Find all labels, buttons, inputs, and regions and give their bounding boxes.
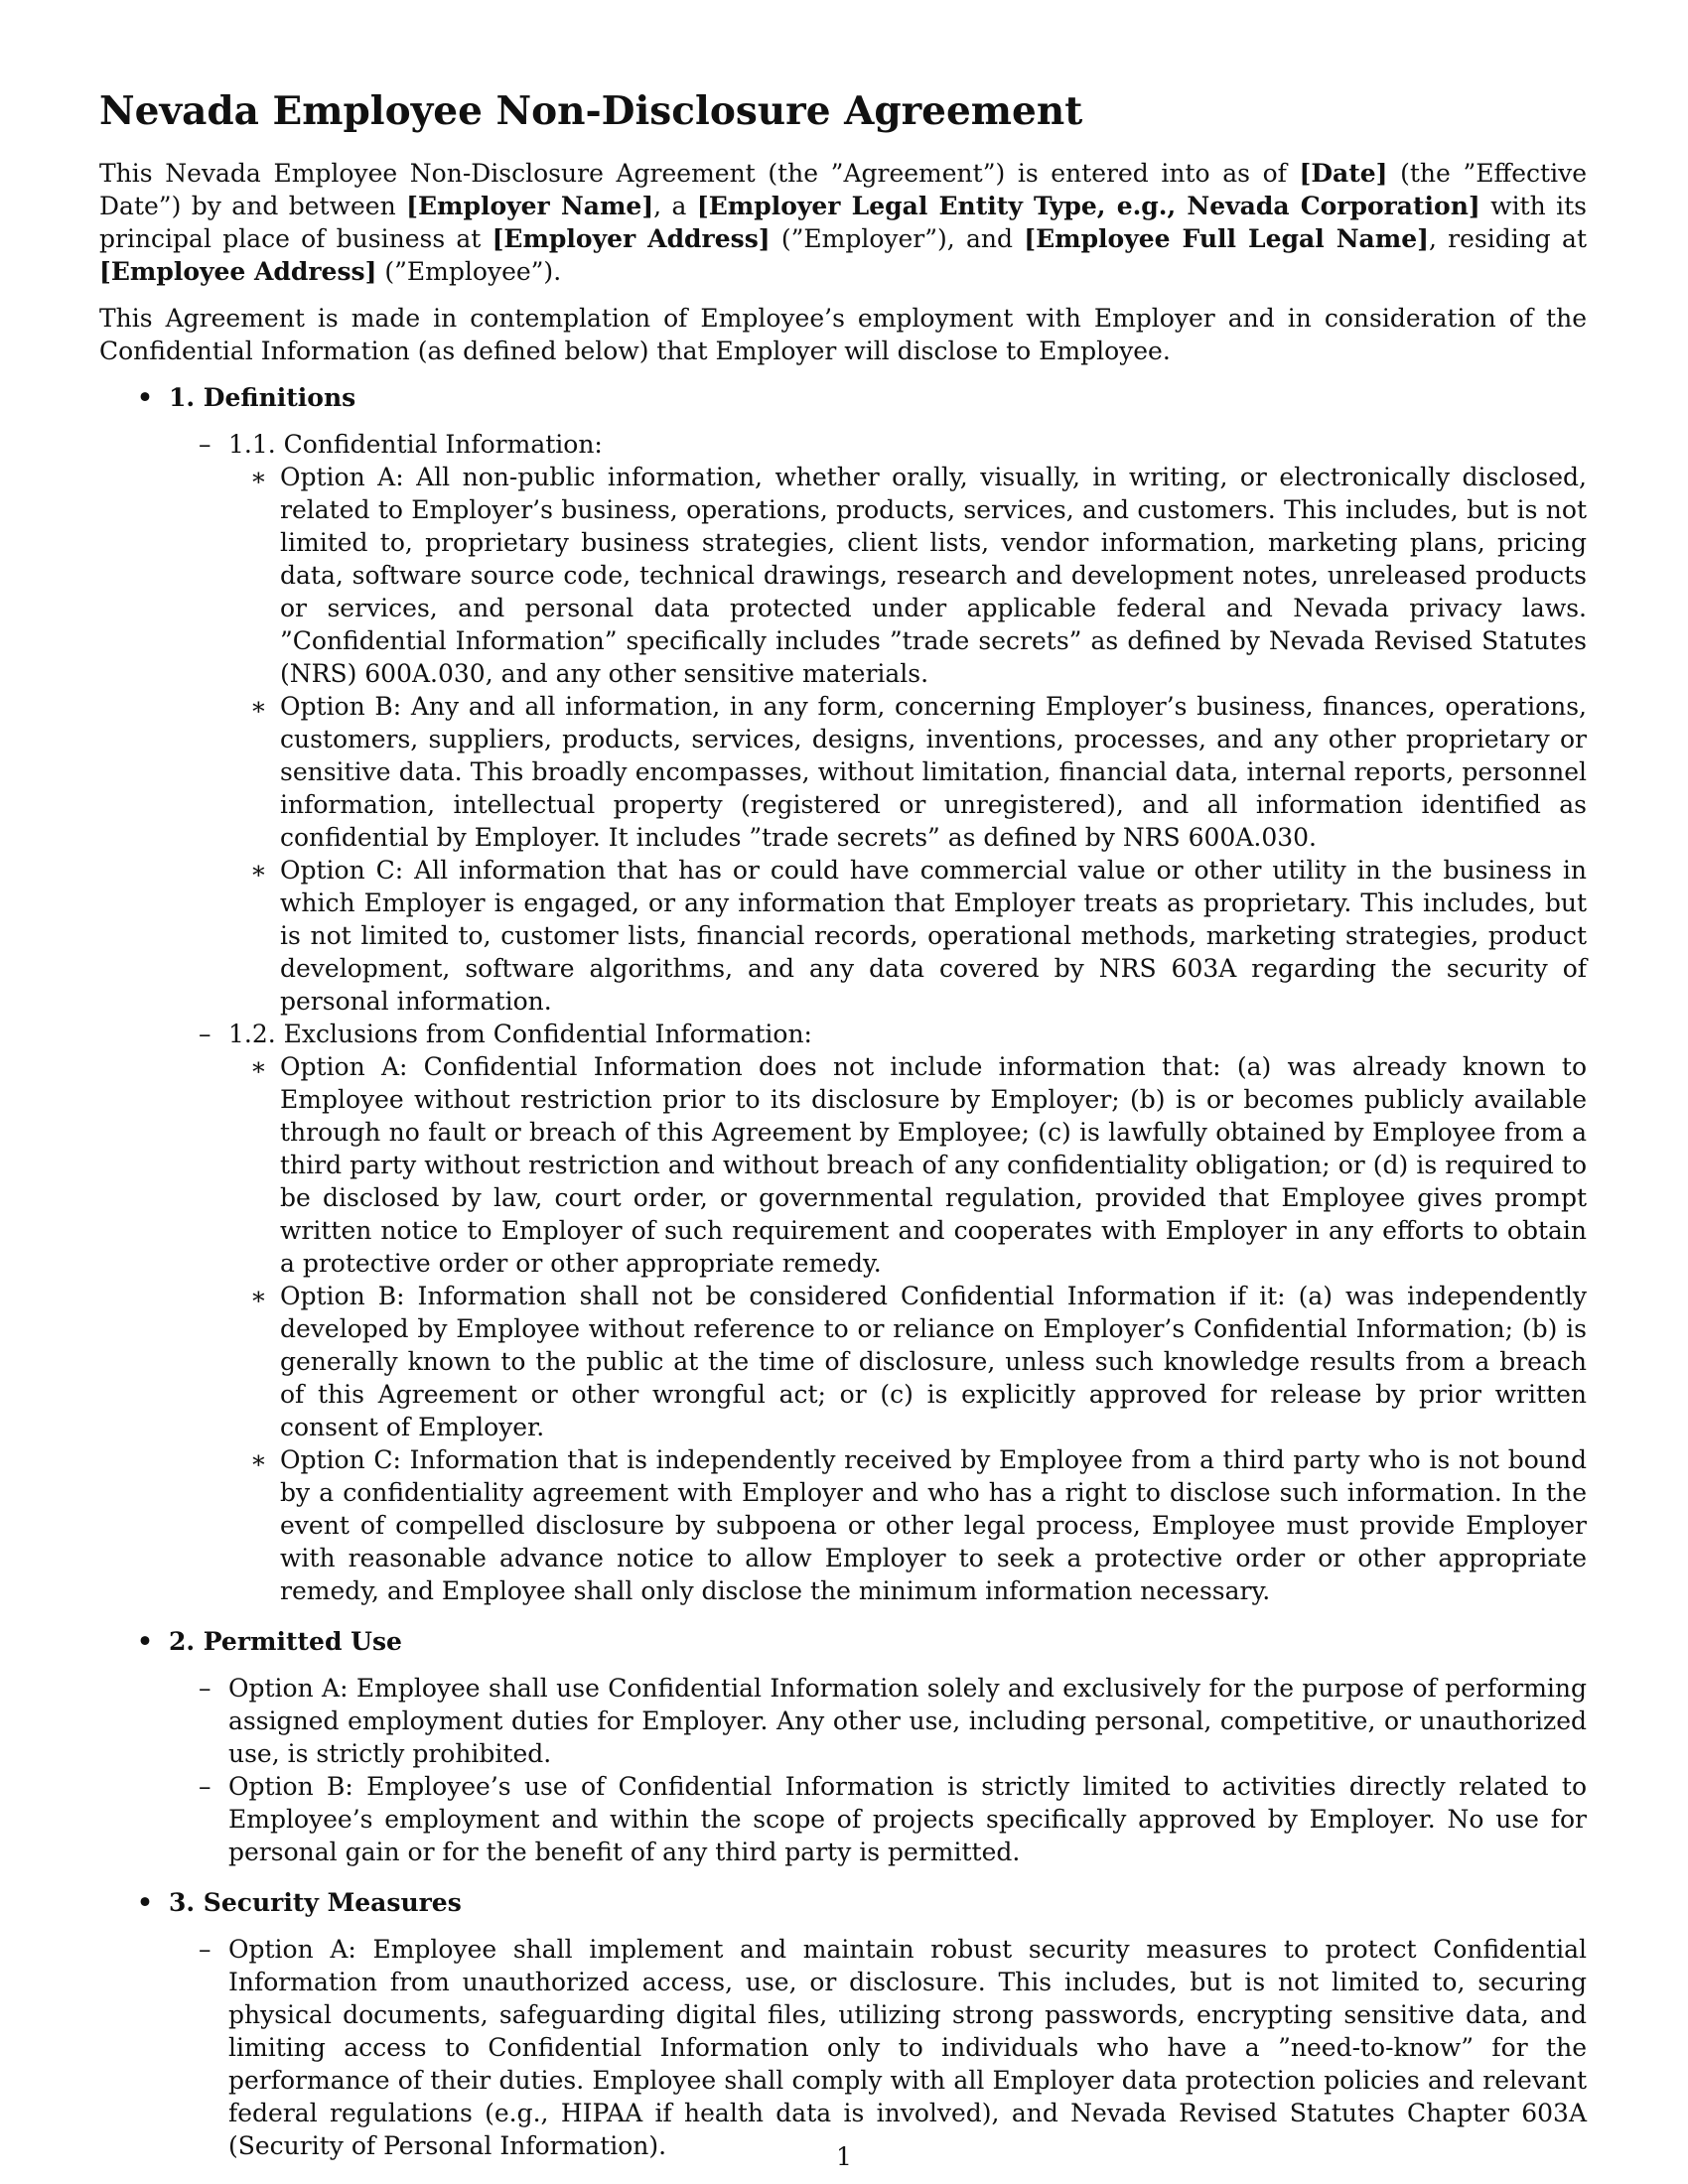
intro-text: (the ”Effective Date”) by and between xyxy=(99,159,1588,220)
dash-marker: – xyxy=(199,1020,211,1048)
option-item xyxy=(250,690,1587,854)
section-permitted-use xyxy=(99,1625,1587,1868)
option-text: Option A: Confidential Information does not include information that: (a) was already known to Employee without restriction prior to its disclosure by Employer; (b) is or becomes publicly available through no fault or breach of this Agreement by Employee; (c) is lawfully obtained by Employee from a third party without restriction and without breach of any confidentiality obligation; or (d) is required to be disclosed by law, court order, or governmental regulation, provided that Employee gives prompt written notice to Employer of such requirement and cooperates with Employer in any efforts to obtain a protective order or other appropriate remedy. xyxy=(280,1052,1587,1278)
option-item xyxy=(250,461,1587,690)
option-text: Option B: Employee’s use of Confidential Information is strictly limited to activities directly related to Employee’s employment and within the scope of projects specifically approved by Employer. No use for personal gain or for the benefit of any third party is permitted. xyxy=(228,1772,1587,1866)
star-marker: ∗ xyxy=(250,692,267,721)
entity-type-placeholder: [Employer Legal Entity Type, e.g., Nevada Corporation] xyxy=(696,192,1480,220)
option-text: Option A: All non-public information, whether orally, visually, in writing, or electronically disclosed, related to Employer’s business, operations, products, services, and customers. This includes, but is not limited to, proprietary business strategies, client lists, vendor information, marketing plans, pricing data, software source code, technical drawings, research and development notes, unreleased products or services, and personal data protected under applicable federal and Nevada privacy laws. ”Confidential Information” specifically includes ”trade secrets” as defined by Nevada Revised Statutes (NRS) 600A.030, and any other sensitive materials. xyxy=(280,463,1587,688)
option-item xyxy=(169,1770,1587,1868)
dash-marker: – xyxy=(199,1674,211,1703)
dash-marker: – xyxy=(199,430,211,459)
subsection-label: 1.2. Exclusions from Confidential Information: xyxy=(228,1020,812,1048)
section-definitions xyxy=(99,381,1587,1607)
employee-name-placeholder: [Employee Full Legal Name] xyxy=(1024,224,1429,253)
dash-marker: – xyxy=(199,1935,211,1964)
option-text: Option C: All information that has or could have commercial value or other utility in the business in which Employer is engaged, or any information that Employer treats as proprietary. This includes, but is not limited to, customer lists, financial records, operational methods, marketing strategies, product development, software algorithms, and any data covered by NRS 603A regarding the security of personal information. xyxy=(280,856,1587,1016)
option-text: Option A: Employee shall use Confidential Information solely and exclusively for the purpose of performing assigned employment duties for Employer. Any other use, including personal, competitive, or unauthorized use, is strictly prohibited. xyxy=(228,1674,1587,1768)
subsection-label: 1.1. Confidential Information: xyxy=(228,430,603,459)
employee-address-placeholder: [Employee Address] xyxy=(99,257,377,286)
intro-text: , a xyxy=(653,192,697,220)
intro-text: (”Employee”). xyxy=(376,257,562,286)
employer-address-placeholder: [Employer Address] xyxy=(492,224,771,253)
subsection-exclusions xyxy=(169,1018,1587,1607)
option-item xyxy=(250,1280,1587,1443)
option-item xyxy=(169,1933,1587,2162)
star-marker: ∗ xyxy=(250,1282,267,1310)
employer-name-placeholder: [Employer Name] xyxy=(406,192,654,220)
option-text: Option A: Employee shall implement and maintain robust security measures to protect Confidential Information from unauthorized access, use, or disclosure. This includes, but is not limited to, securing physical documents, safeguarding digital files, utilizing strong passwords, encrypting sensitive data, and limiting access to Confidential Information only to individuals who have a ”need-to-know” for the performance of their duties. Employee shall comply with all Employer data protection policies and relevant federal regulations (e.g., HIPAA if health data is involved), and Nevada Revised Statutes Chapter 603A (Security of Personal Information). xyxy=(228,1935,1587,2160)
section-heading: 1. Definitions xyxy=(169,383,356,412)
option-text: Option B: Information shall not be considered Confidential Information if it: (a) was independently developed by Employee without reference to or reliance on Employer’s Confidential Information; (b) is generally known to the public at the time of disclosure, unless such knowledge results from a breach of this Agreement or other wrongful act; or (c) is explicitly approved for release by prior written consent of Employer. xyxy=(280,1282,1587,1441)
subsection-confidential-information xyxy=(169,428,1587,1018)
intro-text: This Nevada Employee Non-Disclosure Agreement (the ”Agreement”) is entered into as of xyxy=(99,159,1300,188)
date-placeholder: [Date] xyxy=(1299,159,1388,188)
option-item xyxy=(250,1050,1587,1280)
intro-paragraph xyxy=(99,157,1587,288)
option-text: Option C: Information that is independently received by Employee from a third party who is not bound by a confidentiality agreement with Employer and who has a right to disclose such information. In the event of compelled disclosure by subpoena or other legal process, Employee must provide Employer with reasonable advance notice to allow Employer to seek a protective order or other appropriate remedy, and Employee shall only disclose the minimum information necessary. xyxy=(280,1445,1587,1605)
section-security-measures xyxy=(99,1886,1587,2162)
consideration-paragraph: This Agreement is made in contemplation of Employee’s employment with Employer and in consideration of the Confidential Information (as defined below) that Employer will disclose to Employee. xyxy=(99,304,1587,365)
bullet-marker: • xyxy=(137,1627,153,1656)
intro-text: with its principal place of business at xyxy=(99,192,1588,253)
document-body xyxy=(99,87,1587,2162)
option-item xyxy=(250,1443,1587,1607)
option-text: Option B: Any and all information, in any form, concerning Employer’s business, finances, operations, customers, suppliers, products, services, designs, inventions, processes, and any other proprietary or sensitive data. This broadly encompasses, without limitation, financial data, internal reports, personnel information, intellectual property (registered or unregistered), and all information identified as confidential by Employer. It includes ”trade secrets” as defined by NRS 600A.030. xyxy=(280,692,1587,852)
section-heading: 3. Security Measures xyxy=(169,1888,462,1917)
star-marker: ∗ xyxy=(250,856,267,885)
document-title: Nevada Employee Non-Disclosure Agreement xyxy=(99,88,1083,134)
intro-text: (”Employer”), and xyxy=(770,224,1025,253)
bullet-marker: • xyxy=(137,383,153,412)
star-marker: ∗ xyxy=(250,1445,267,1474)
option-item xyxy=(169,1672,1587,1770)
star-marker: ∗ xyxy=(250,463,267,491)
page-number: 1 xyxy=(836,2142,852,2171)
section-heading: 2. Permitted Use xyxy=(169,1627,402,1656)
option-item xyxy=(250,854,1587,1018)
intro-text: , residing at xyxy=(1428,224,1587,253)
star-marker: ∗ xyxy=(250,1052,267,1081)
dash-marker: – xyxy=(199,1772,211,1801)
bullet-marker: • xyxy=(137,1888,153,1917)
